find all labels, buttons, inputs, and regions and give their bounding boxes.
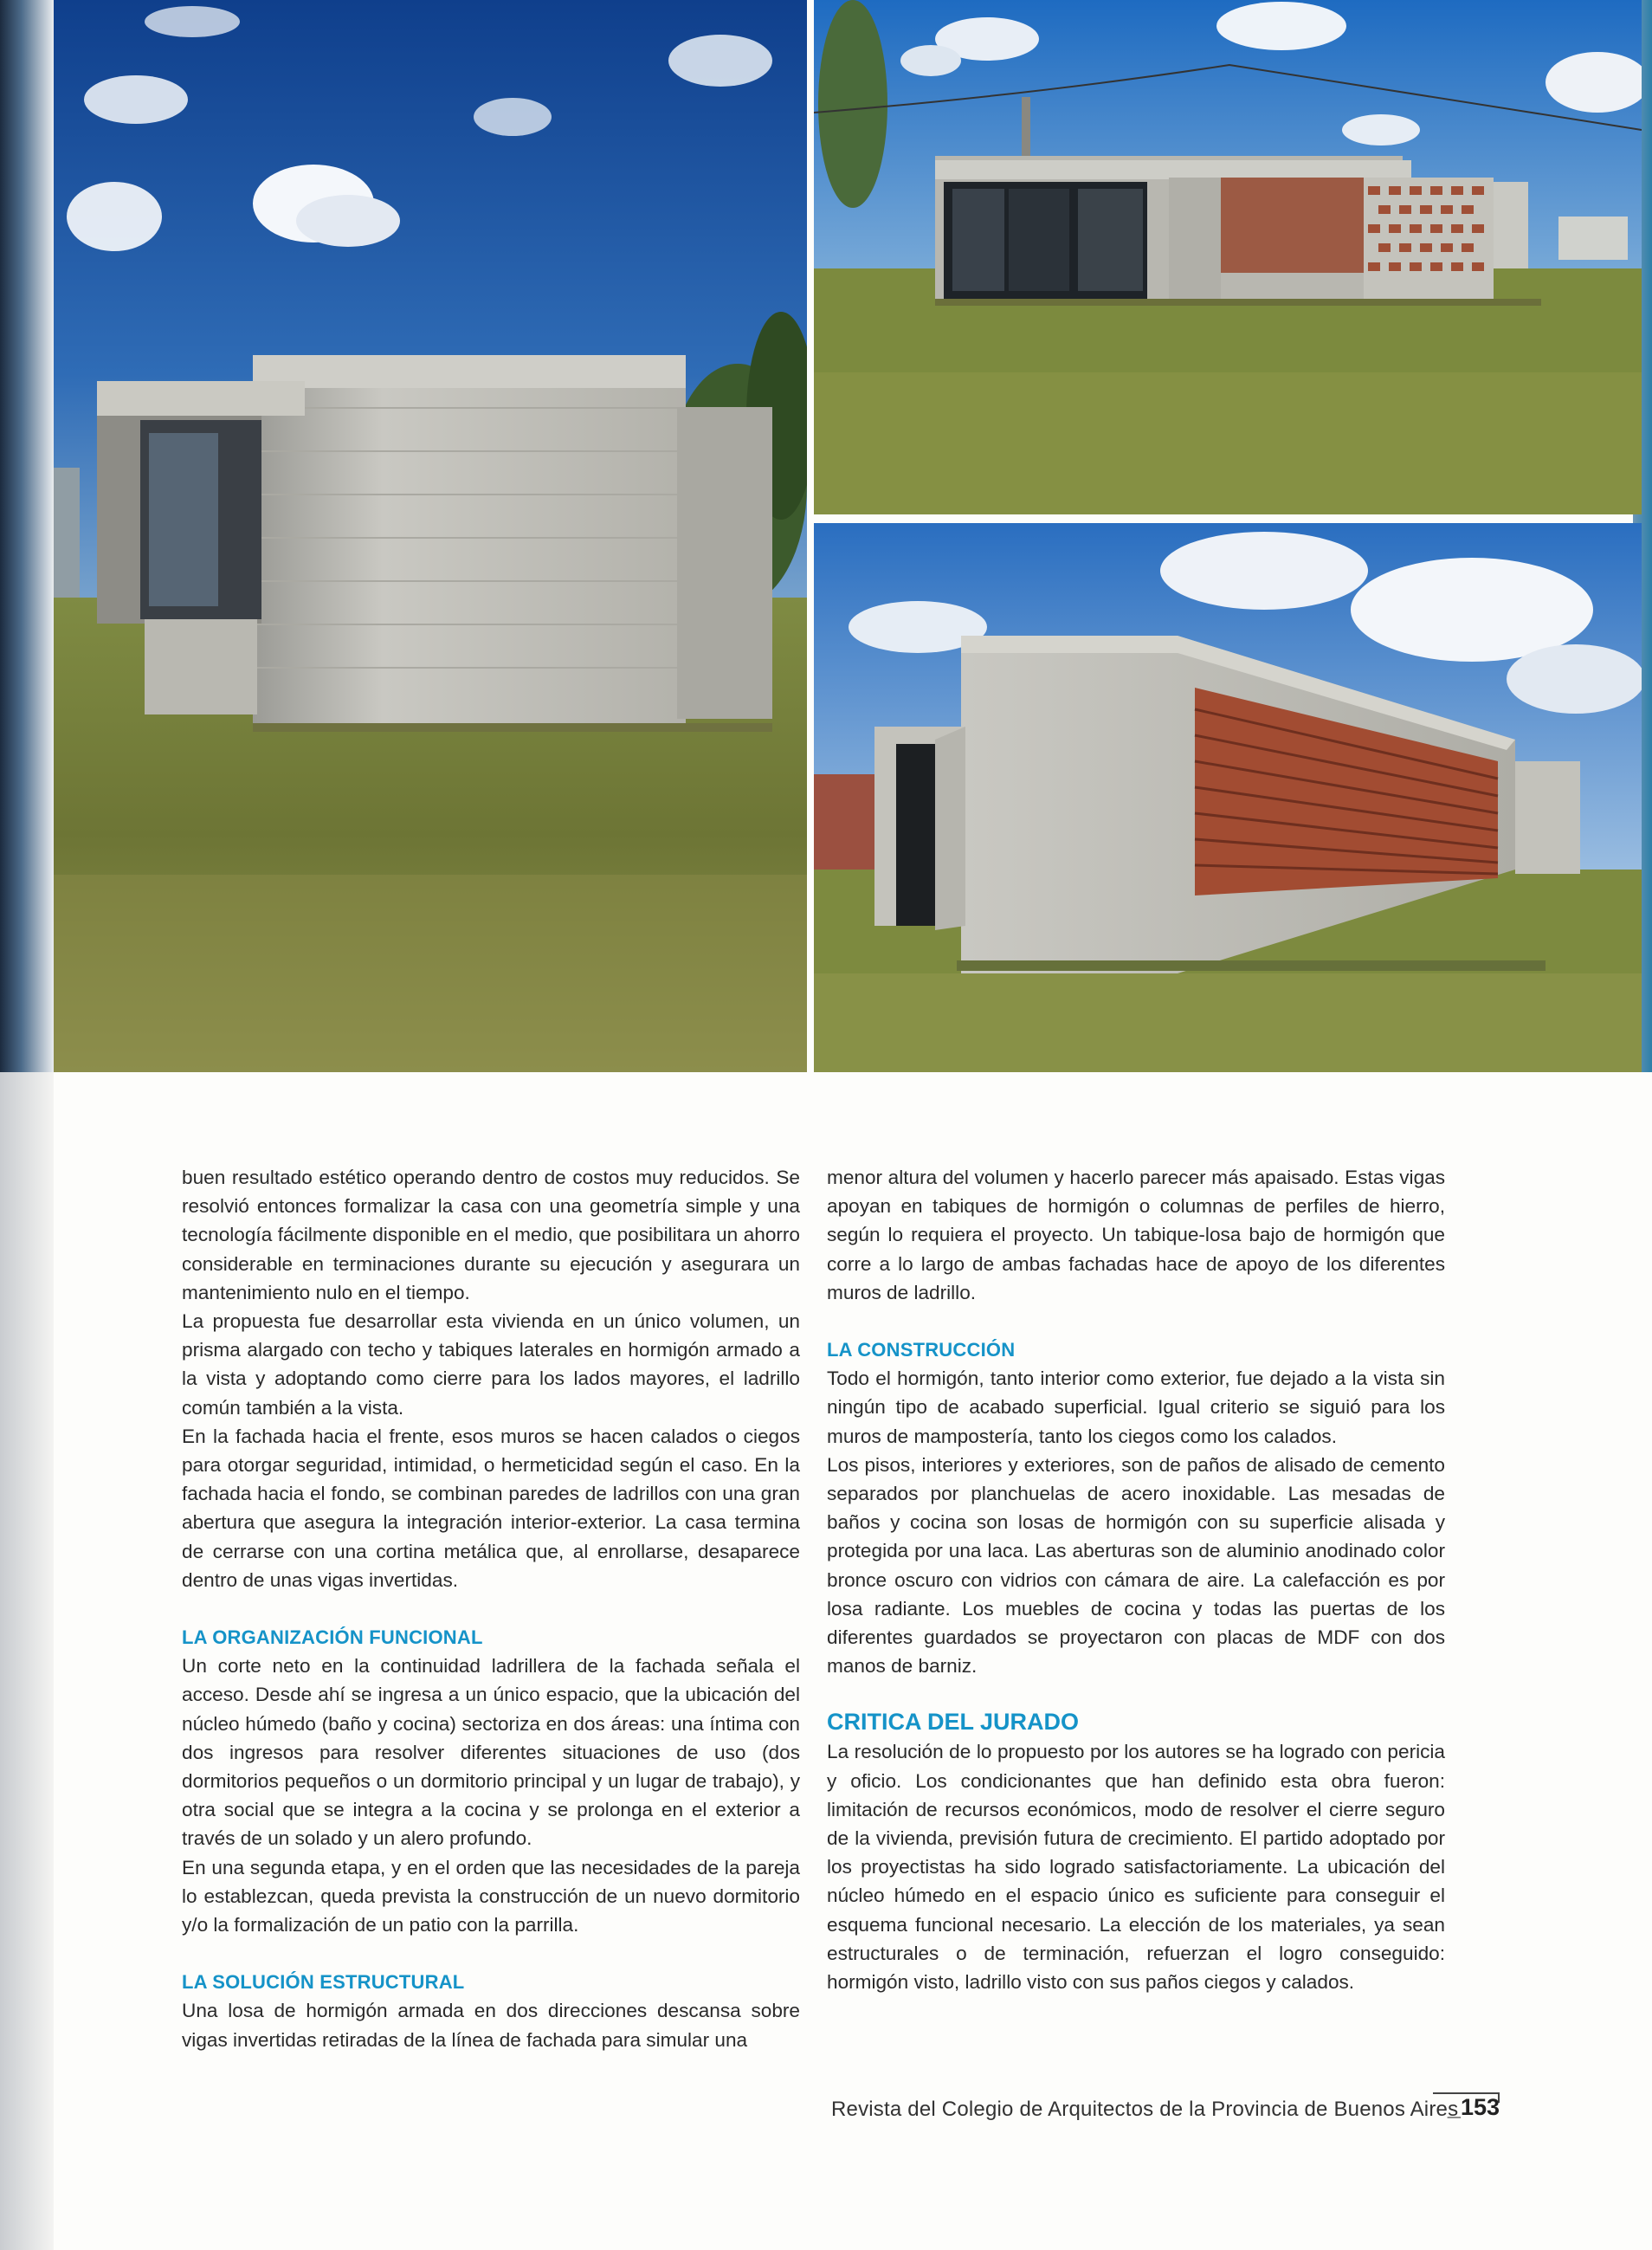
concrete-house-front-photo-icon	[814, 0, 1642, 514]
paragraph: La propuesta fue desarrollar esta vivienda en un único volumen, un prisma alargado con techo y tabiques laterales en hormigón armado a la vista y adoptando como cierre para los lados mayores, el ladrillo común también a la vista.	[182, 1310, 800, 1419]
photo-concrete-house-front	[814, 0, 1642, 514]
article-column-left	[182, 1163, 800, 2054]
section-heading-jurado: CRITICA DEL JURADO	[827, 1709, 1080, 1736]
paragraph: Los pisos, interiores y exteriores, son de paños de alisado de cemento separados por planchuelas de acero inoxidable. Las mesadas de baños y cocina son losas de hormigón con su superficie alisada y protegida por una laca. Las aberturas son de aluminio anodinado color bronce oscuro con vidrios con cámara de aire. La calefacción es por losa radiante. Los muebles de cocina y todas las puertas de los diferentes guardados se proyectaron con placas de MDF con dos manos de barniz.	[827, 1453, 1445, 1678]
paragraph: La resolución de lo propuesto por los autores se ha logrado con pericia y oficio. Los condicionantes que han definido esta obra fueron: limitación de recursos económicos, modo de resolver el cierre seguro de la vivienda, previsión futura de crecimiento. El partido adoptado por los proyectistas ha sido logrado satisfactoriamente. La ubicación del núcleo húmedo en el espacio único es suficiente para conseguir el esquema funcional necesario. La elección de los materiales, ya sean estructurales o de terminación, refuerzan el logro conseguido: hormigón visto, ladrillo visto con sus paños ciegos y calados.	[827, 1741, 1445, 1994]
concrete-house-brick-lattice-photo-icon	[814, 523, 1642, 1072]
paragraph: Un corte neto en la continuidad ladrillera de la fachada señala el acceso. Desde ahí se ingresa a un único espacio, que la ubicación del núcleo húmedo (baño y cocina) sectoriza en dos áreas: una íntima con dos ingresos para resolver diferentes situaciones de uso (dos dormitorios pequeños o un dormitorio principal y un lugar de trabajo), y otra social que se integra a la cocina y se prolonga en el exterior a través de un solado y un alero profundo.	[182, 1655, 800, 1850]
page-number: _153	[1447, 2094, 1500, 2120]
paragraph: Todo el hormigón, tanto interior como exterior, fue dejado a la vista sin ningún tipo de acabado superficial. Igual criterio se siguió para los muros de mampostería, tanto los ciegos como los calados.	[827, 1367, 1445, 1447]
section-heading-solucion: LA SOLUCIÓN ESTRUCTURAL	[182, 1971, 465, 1994]
photo-concrete-house-side	[54, 0, 807, 1072]
section-heading-construccion: LA CONSTRUCCIÓN	[827, 1339, 1016, 1361]
section-heading-organizacion: LA ORGANIZACIÓN FUNCIONAL	[182, 1626, 483, 1649]
photo-concrete-house-brick-lattice	[814, 523, 1642, 1072]
page-footer	[831, 2092, 1500, 2127]
paragraph: buen resultado estético operando dentro de costos muy reducidos. Se resolvió entonces formalizar la casa con una geometría simple y una tecnología fácilmente disponible en el medio, que posibilitara un ahorro considerable en terminaciones durante su ejecución y asegurara un mantenimiento nulo en el tiempo.	[182, 1167, 800, 1303]
magazine-title: Revista del Colegio de Arquitectos de la Provincia de Buenos Aires	[831, 2098, 1459, 2121]
concrete-house-side-photo-icon	[54, 0, 807, 1072]
paragraph: Una losa de hormigón armada en dos direcciones descansa sobre vigas invertidas retiradas de la línea de fachada para simular una	[182, 2000, 800, 2051]
paragraph: En la fachada hacia el frente, esos muros se hacen calados o ciegos para otorgar seguridad, intimidad, o hermeticidad según el caso. En la fachada hacia el fondo, se combinan paredes de ladrillos con una gran abertura que asegura la integración interior-exterior. La casa termina de cerrarse con una cortina metálica que, al enrollarse, desaparece dentro de unas vigas invertidas.	[182, 1425, 800, 1591]
article-column-right	[827, 1163, 1445, 1996]
previous-page-edge	[0, 0, 54, 2250]
paragraph: En una segunda etapa, y en el orden que las necesidades de la pareja lo establezcan, queda prevista la construcción de un nuevo dormitorio y/o la formalización de un patio con la parrilla.	[182, 1856, 800, 1936]
paragraph: menor altura del volumen y hacerlo parecer más apaisado. Estas vigas apoyan en tabiques de hormigón o columnas de perfiles de hierro, según lo requiera el proyecto. Un tabique-losa bajo de hormigón que corre a lo largo de ambas fachadas hace de apoyo de los diferentes muros de ladrillo.	[827, 1167, 1445, 1303]
